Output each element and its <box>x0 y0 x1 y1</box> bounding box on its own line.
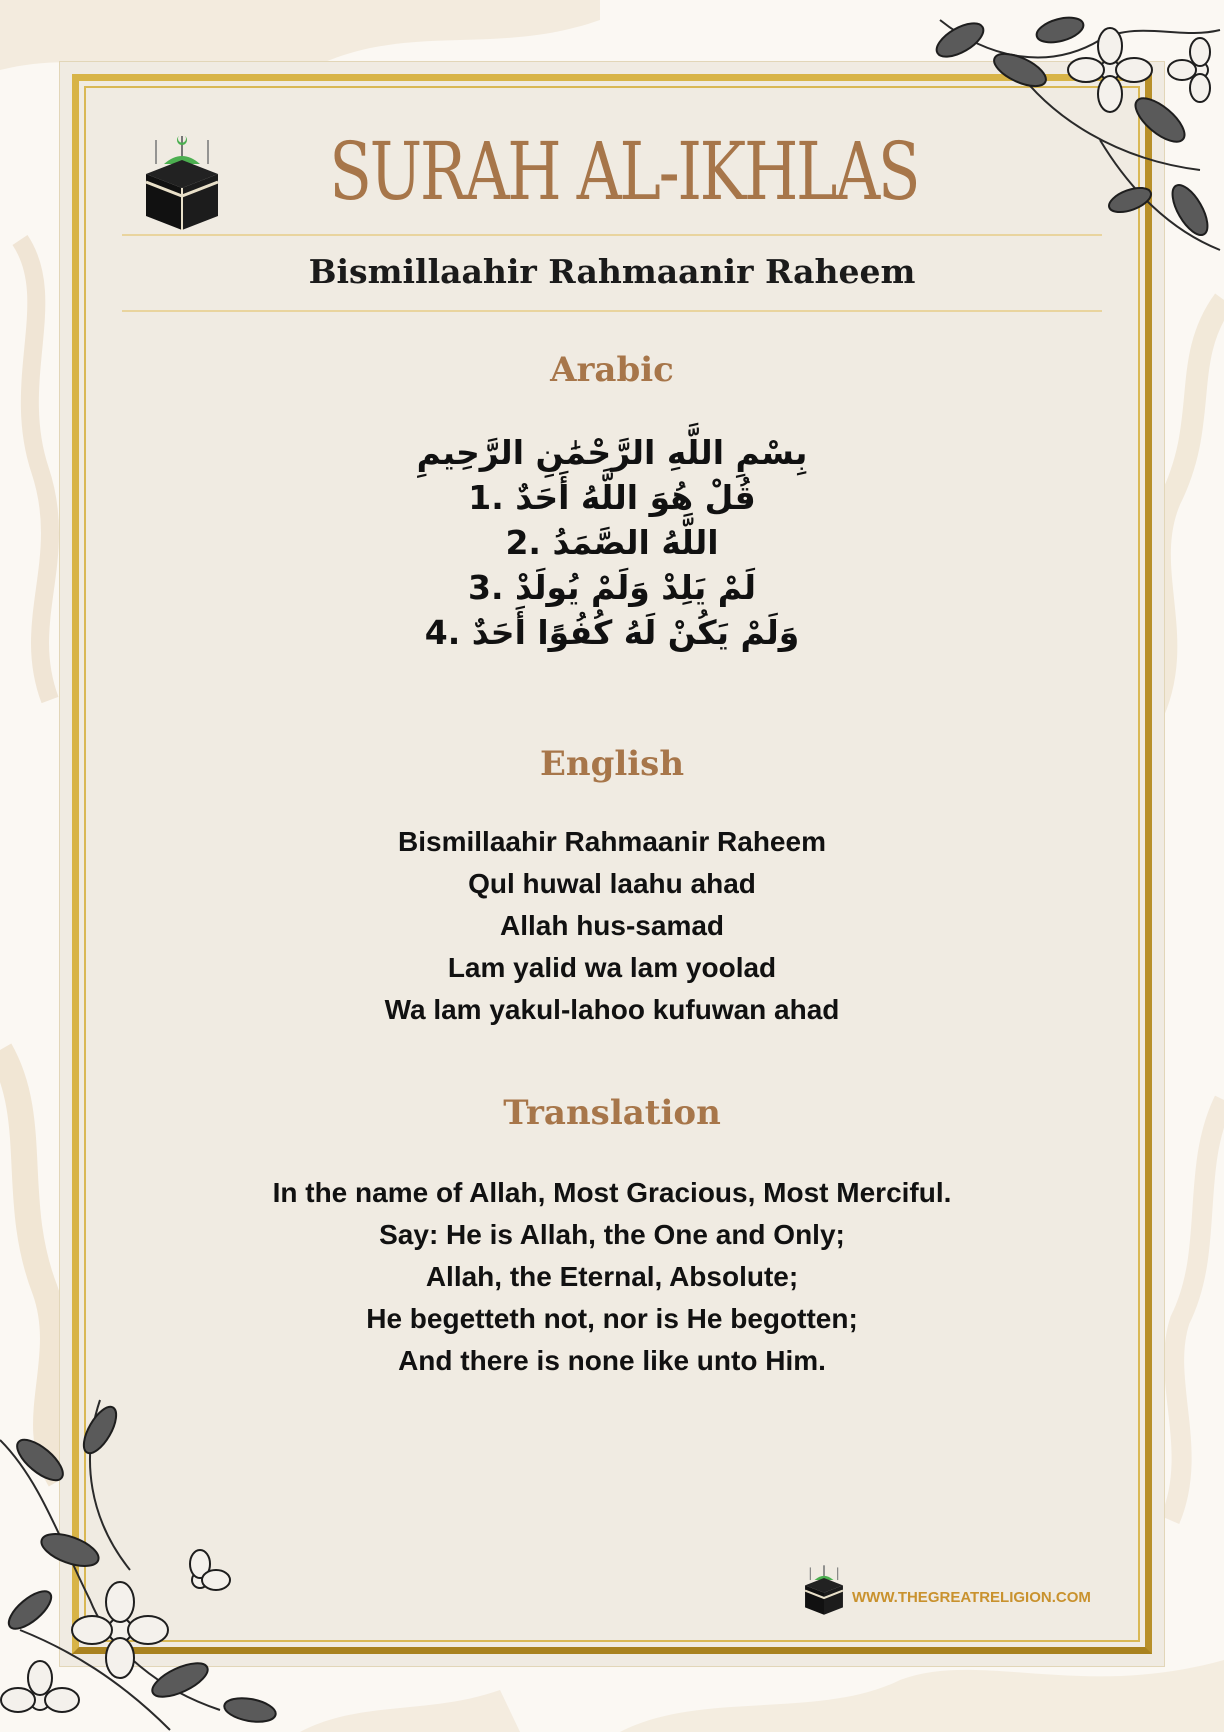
website-link[interactable]: WWW.THEGREATRELIGION.COM <box>852 1589 1091 1606</box>
translation-text-block <box>162 1172 1062 1382</box>
kaaba-icon <box>144 130 220 232</box>
arabic-line: اللَّهُ الصَّمَدُ .2 <box>505 523 719 562</box>
english-text-block <box>162 821 1062 1031</box>
translation-line: Say: He is Allah, the One and Only; <box>379 1219 845 1250</box>
arabic-line: لَمْ يَلِدْ وَلَمْ يُولَدْ .3 <box>468 568 756 607</box>
english-line: Wa lam yakul-lahoo kufuwan ahad <box>384 994 840 1025</box>
arabic-line: بِسْمِ اللَّهِ الرَّحْمَٰنِ الرَّحِيمِ <box>416 433 808 472</box>
translation-line: And there is none like unto Him. <box>398 1345 826 1376</box>
translation-line: He begetteth not, nor is He begotten; <box>366 1303 858 1334</box>
english-line: Allah hus-samad <box>499 910 725 941</box>
kaaba-icon <box>804 1562 844 1616</box>
arabic-line: قُلْ هُوَ اللَّهُ أَحَدٌ .1 <box>468 478 756 517</box>
translation-line: In the name of Allah, Most Gracious, Most Merciful. <box>272 1177 952 1208</box>
floral-icon <box>0 1380 330 1732</box>
arabic-line: وَلَمْ يَكُنْ لَهُ كُفُوًا أَحَدٌ .4 <box>424 613 800 652</box>
section-heading-english: English <box>539 744 685 784</box>
divider <box>122 310 1102 312</box>
section-heading-translation: Translation <box>503 1093 721 1133</box>
arabic-text-block <box>162 430 1062 655</box>
page-title: SURAH AL-IKHLAS <box>329 125 919 218</box>
english-line: Bismillaahir Rahmaanir Raheem <box>398 826 826 857</box>
section-heading-arabic: Arabic <box>550 350 674 390</box>
english-line: Lam yalid wa lam yoolad <box>447 952 777 983</box>
floral-icon <box>900 0 1224 290</box>
subtitle: Bismillaahir Rahmaanir Raheem <box>308 252 916 291</box>
english-line: Qul huwal laahu ahad <box>468 868 756 899</box>
translation-line: Allah, the Eternal, Absolute; <box>425 1261 799 1292</box>
divider <box>122 234 1102 236</box>
